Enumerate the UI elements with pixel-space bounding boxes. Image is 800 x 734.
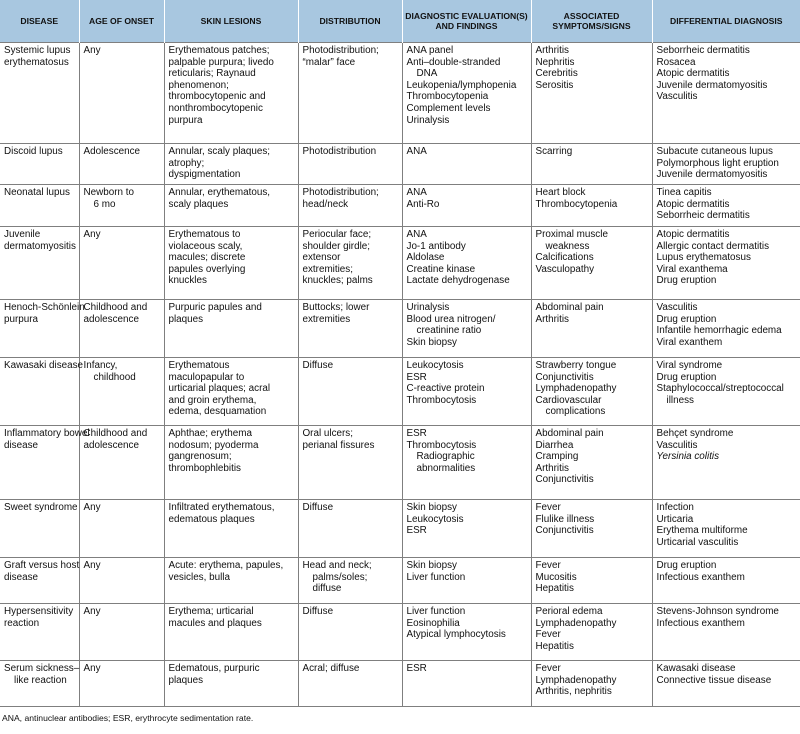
cell-skin-lesions: [164, 144, 298, 185]
cell-line: Drug eruption: [656, 560, 717, 571]
cell-age-of-onset: [79, 661, 164, 707]
cell-line: Conjunctivitis: [535, 474, 594, 486]
cell-associated-symptoms: [531, 604, 652, 661]
cell-line: Erythema multiforme: [656, 525, 748, 537]
cell-associated-symptoms: [531, 43, 652, 144]
cell-line: Erythematous to: [168, 229, 241, 240]
cell-line: Acral; diffuse: [302, 663, 360, 674]
cell-line: extensor: [302, 252, 341, 264]
cell-line: Seborrheic dermatitis: [656, 210, 750, 222]
cell-line: extremities;: [302, 263, 353, 275]
cell-skin-lesions: [164, 661, 298, 707]
cell-line: Yersinia colitis: [656, 451, 720, 463]
cell-line: Leukocytosis: [406, 360, 464, 371]
cell-differential-diagnosis: [652, 661, 800, 707]
cell-distribution: [298, 558, 402, 604]
cell-age-of-onset: [79, 500, 164, 558]
cell-diagnostic-evaluation: [402, 43, 531, 144]
cell-line: Jo-1 antibody: [406, 240, 466, 252]
cell-line: Kawasaki disease: [4, 360, 84, 371]
cell-associated-symptoms: [531, 185, 652, 227]
cell-disease: [0, 300, 85, 358]
header-distribution: DISTRIBUTION: [298, 0, 402, 43]
cell-line: DNA: [416, 68, 438, 80]
cell-diagnostic-evaluation: [402, 426, 531, 500]
cell-line: Graft versus host: [4, 560, 80, 571]
cell-line: Stevens-Johnson syndrome: [656, 606, 779, 617]
cell-line: Drug eruption: [656, 275, 717, 287]
cell-line: Seborrheic dermatitis: [656, 45, 750, 56]
cell-differential-diagnosis: [652, 144, 800, 185]
cell-line: Liver function: [406, 606, 466, 617]
cell-line: Cramping: [535, 451, 579, 463]
header-diagnostic-evaluation: DIAGNOSTIC EVALUATION(S) AND FINDINGS: [402, 0, 531, 43]
cell-line: Infiltrated erythematous,: [168, 502, 275, 513]
cell-line: Radiographic: [416, 451, 475, 463]
cell-line: Juvenile: [4, 229, 41, 240]
cell-line: Lymphadenopathy: [535, 617, 617, 629]
table-row: [0, 358, 800, 426]
cell-line: ANA panel: [406, 45, 454, 56]
cell-line: thrombophlebitis: [168, 462, 241, 474]
cell-line: Viral exanthem: [656, 336, 723, 348]
cell-line: Rosacea: [656, 56, 696, 68]
cell-line: extremities: [302, 313, 351, 325]
cell-distribution: [298, 661, 402, 707]
cell-line: Any: [83, 663, 101, 674]
cell-diagnostic-evaluation: [402, 300, 531, 358]
cell-line: Vasculitis: [656, 91, 698, 103]
cell-line: Blood urea nitrogen/: [406, 313, 496, 325]
cell-skin-lesions: [164, 500, 298, 558]
cell-differential-diagnosis: [652, 300, 800, 358]
cell-disease: [0, 426, 90, 500]
cell-line: Leukocytosis: [406, 513, 464, 525]
cell-line: Arthritis: [535, 313, 569, 325]
cell-line: reticularis; Raynaud: [168, 68, 256, 80]
cell-line: Photodistribution;: [302, 45, 379, 56]
table-footnote: ANA, antinuclear antibodies; ESR, erythrocyte sedimentation rate.: [2, 713, 254, 723]
cell-line: disease: [4, 439, 39, 451]
cell-line: erythematosus: [4, 56, 69, 68]
cell-age-of-onset: [79, 300, 164, 358]
cell-line: Aphthae; erythema: [168, 428, 252, 439]
cell-skin-lesions: [164, 426, 298, 500]
cell-line: Aldolase: [406, 252, 445, 264]
header-age-of-onset: AGE OF ONSET: [79, 0, 164, 43]
cell-line: thrombocytopenic and: [168, 91, 266, 103]
cell-line: perianal fissures: [302, 439, 375, 451]
cell-line: complications: [545, 406, 606, 418]
cell-associated-symptoms: [531, 227, 652, 300]
cell-line: Childhood and: [83, 428, 148, 439]
cell-distribution: [298, 144, 402, 185]
cell-line: Diffuse: [302, 502, 334, 513]
cell-line: Drug eruption: [656, 371, 717, 383]
cell-skin-lesions: [164, 358, 298, 426]
cell-line: Thrombocytopenia: [535, 198, 618, 210]
cell-line: Skin biopsy: [406, 560, 457, 571]
cell-line: vesicles, bulla: [168, 571, 230, 583]
cell-line: abnormalities: [416, 462, 476, 474]
cell-skin-lesions: [164, 227, 298, 300]
cell-line: and groin erythema,: [168, 394, 257, 406]
cell-age-of-onset: [79, 358, 164, 426]
cell-line: Oral ulcers;: [302, 428, 353, 439]
cell-differential-diagnosis: [652, 604, 800, 661]
cell-age-of-onset: [79, 227, 164, 300]
cell-line: Henoch-Schönlein: [4, 302, 85, 313]
cell-line: atrophy;: [168, 157, 205, 169]
cell-disease: [0, 500, 79, 558]
cell-line: Erythematous: [168, 360, 230, 371]
cell-line: knuckles: [168, 275, 207, 287]
cell-line: Photodistribution: [302, 146, 377, 157]
cell-line: Newborn to: [83, 187, 134, 198]
cell-line: edema, desquamation: [168, 406, 267, 418]
cell-differential-diagnosis: [652, 558, 800, 604]
cell-age-of-onset: [79, 558, 164, 604]
cell-line: Annular, scaly plaques;: [168, 146, 271, 157]
cell-line: Lupus erythematosus: [656, 252, 751, 264]
cell-line: macules; discrete: [168, 252, 246, 264]
cell-line: Anti-Ro: [406, 198, 440, 210]
cell-line: ANA: [406, 229, 427, 240]
cell-line: C-reactive protein: [406, 383, 485, 395]
cell-line: ANA: [406, 187, 427, 198]
cell-line: Leukopenia/lymphopenia: [406, 79, 517, 91]
cell-line: palpable purpura; livedo: [168, 56, 274, 68]
cell-line: Allergic contact dermatitis: [656, 240, 770, 252]
cell-line: dyspigmentation: [168, 169, 241, 181]
cell-line: Nephritis: [535, 56, 575, 68]
header-skin-lesions: SKIN LESIONS: [164, 0, 298, 43]
cell-diagnostic-evaluation: [402, 604, 531, 661]
cell-line: purpura: [4, 313, 39, 325]
cell-line: Viral exanthema: [656, 263, 728, 275]
cell-line: Infancy,: [83, 360, 118, 371]
table-row: [0, 43, 800, 144]
cell-line: Hypersensitivity: [4, 606, 74, 617]
cell-line: Juvenile dermatomyositis: [656, 169, 768, 181]
cell-diagnostic-evaluation: [402, 500, 531, 558]
cell-line: purpura: [168, 114, 203, 126]
cell-line: Acute: erythema, papules,: [168, 560, 284, 571]
table-row: [0, 300, 800, 358]
cell-line: Thrombocytopenia: [406, 91, 489, 103]
cell-line: Diarrhea: [535, 439, 574, 451]
cell-line: Urticaria: [656, 513, 694, 525]
cell-line: Polymorphous light eruption: [656, 157, 779, 169]
cell-line: head/neck: [302, 198, 349, 210]
cell-line: Atopic dermatitis: [656, 198, 730, 210]
cell-line: Vasculitis: [656, 439, 698, 451]
cell-disease: [0, 558, 79, 604]
header-associated-symptoms: ASSOCIATED SYMPTOMS/SIGNS: [531, 0, 652, 43]
cell-line: Scarring: [535, 146, 573, 157]
cell-distribution: [298, 426, 402, 500]
cell-diagnostic-evaluation: [402, 661, 531, 707]
cell-associated-symptoms: [531, 358, 652, 426]
cell-line: scaly plaques: [168, 198, 229, 210]
cell-line: Buttocks; lower: [302, 302, 370, 313]
cell-skin-lesions: [164, 558, 298, 604]
cell-distribution: [298, 185, 402, 227]
cell-line: diffuse: [312, 583, 342, 595]
table-row: [0, 604, 800, 661]
cell-line: like reaction: [14, 674, 67, 686]
cell-line: Lymphadenopathy: [535, 674, 617, 686]
cell-line: Staphylococcal/streptococcal: [656, 383, 784, 395]
cell-line: Complement levels: [406, 102, 491, 114]
cell-line: Urinalysis: [406, 114, 450, 126]
cell-line: Conjunctivitis: [535, 525, 594, 537]
cell-line: adolescence: [83, 313, 139, 325]
cell-line: Fever: [535, 560, 561, 571]
cell-skin-lesions: [164, 43, 298, 144]
cell-line: Any: [83, 502, 101, 513]
cell-line: shoulder girdle;: [302, 240, 371, 252]
cell-line: Behçet syndrome: [656, 428, 734, 439]
cell-diagnostic-evaluation: [402, 144, 531, 185]
cell-associated-symptoms: [531, 661, 652, 707]
header-disease: DISEASE: [0, 0, 79, 43]
cell-line: “malar” face: [302, 56, 356, 68]
cell-line: Childhood and: [83, 302, 148, 313]
header-differential-diagnosis: DIFFERENTIAL DIAGNOSIS: [652, 0, 800, 43]
cell-differential-diagnosis: [652, 43, 800, 144]
cell-line: edematous plaques: [168, 513, 255, 525]
cell-age-of-onset: [79, 43, 164, 144]
cell-line: palms/soles;: [312, 571, 368, 583]
cell-disease: [0, 661, 79, 707]
cell-distribution: [298, 358, 402, 426]
cell-line: weakness: [545, 240, 590, 252]
cell-line: urticarial plaques; acral: [168, 383, 271, 395]
cell-line: plaques: [168, 674, 204, 686]
cell-line: Flulike illness: [535, 513, 595, 525]
cell-skin-lesions: [164, 604, 298, 661]
cell-line: Thrombocytosis: [406, 394, 477, 406]
cell-disease: [0, 227, 79, 300]
cell-line: Serum sickness–: [4, 663, 80, 674]
cell-line: Urinalysis: [406, 302, 450, 313]
cell-line: Subacute cutaneous lupus: [656, 146, 773, 157]
cell-line: Juvenile dermatomyositis: [656, 79, 768, 91]
cell-diagnostic-evaluation: [402, 185, 531, 227]
cell-differential-diagnosis: [652, 500, 800, 558]
cell-distribution: [298, 300, 402, 358]
cell-line: Neonatal lupus: [4, 187, 70, 198]
cell-line: ANA: [406, 146, 427, 157]
cell-line: Erythema; urticarial: [168, 606, 254, 617]
cell-line: Atopic dermatitis: [656, 68, 730, 80]
cell-distribution: [298, 227, 402, 300]
cell-line: Eosinophilia: [406, 617, 460, 629]
cell-line: Liver function: [406, 571, 466, 583]
cell-line: Infantile hemorrhagic edema: [656, 325, 782, 337]
cell-line: Heart block: [535, 187, 586, 198]
cell-line: nonthrombocytopenic: [168, 102, 263, 114]
cell-age-of-onset: [79, 144, 164, 185]
cell-line: gangrenosum;: [168, 451, 232, 463]
table-row: [0, 426, 800, 500]
cell-skin-lesions: [164, 300, 298, 358]
cell-line: Infection: [656, 502, 694, 513]
cell-differential-diagnosis: [652, 426, 800, 500]
cell-line: Photodistribution;: [302, 187, 379, 198]
cell-line: Abdominal pain: [535, 428, 604, 439]
cell-line: Anti–double-stranded: [406, 56, 501, 68]
cell-line: Skin biopsy: [406, 336, 457, 348]
table-body: [0, 43, 800, 707]
cell-differential-diagnosis: [652, 358, 800, 426]
cell-line: Conjunctivitis: [535, 371, 594, 383]
table-row: [0, 185, 800, 227]
cell-line: Arthritis: [535, 462, 569, 474]
cell-line: Cardiovascular: [535, 394, 602, 406]
cell-line: Hepatitis: [535, 640, 574, 652]
cell-associated-symptoms: [531, 144, 652, 185]
cell-line: Kawasaki disease: [656, 663, 736, 674]
cell-line: illness: [666, 394, 694, 406]
cell-line: Fever: [535, 629, 561, 641]
cell-line: disease: [4, 571, 39, 583]
cell-line: Annular, erythematous,: [168, 187, 271, 198]
cell-line: Adolescence: [83, 146, 141, 157]
cell-line: Any: [83, 560, 101, 571]
table-row: [0, 661, 800, 707]
cell-line: Discoid lupus: [4, 146, 63, 157]
cell-line: Mucositis: [535, 571, 577, 583]
cell-line: Diffuse: [302, 360, 334, 371]
cell-line: Proximal muscle: [535, 229, 608, 240]
cell-age-of-onset: [79, 185, 164, 227]
cell-line: Lactate dehydrogenase: [406, 275, 510, 287]
cell-line: dermatomyositis: [4, 240, 76, 252]
cell-line: Skin biopsy: [406, 502, 457, 513]
cell-diagnostic-evaluation: [402, 227, 531, 300]
header-row: [0, 0, 800, 43]
cell-distribution: [298, 500, 402, 558]
cell-line: Abdominal pain: [535, 302, 604, 313]
cell-line: creatinine ratio: [416, 325, 482, 337]
cell-associated-symptoms: [531, 500, 652, 558]
cell-line: Tinea capitis: [656, 187, 712, 198]
cell-line: maculopapular to: [168, 371, 245, 383]
table-row: [0, 227, 800, 300]
cell-line: Viral syndrome: [656, 360, 723, 371]
cell-line: Fever: [535, 502, 561, 513]
cell-line: Infectious exanthem: [656, 617, 745, 629]
cell-skin-lesions: [164, 185, 298, 227]
cell-line: Purpuric papules and: [168, 302, 262, 313]
cell-line: Vasculitis: [656, 302, 698, 313]
cell-associated-symptoms: [531, 426, 652, 500]
cell-line: macules and plaques: [168, 617, 262, 629]
cell-age-of-onset: [79, 604, 164, 661]
cell-line: Edematous, purpuric: [168, 663, 260, 674]
cell-diagnostic-evaluation: [402, 358, 531, 426]
cell-line: Vasculopathy: [535, 263, 595, 275]
cell-age-of-onset: [79, 426, 164, 500]
table-row: [0, 144, 800, 185]
cell-line: Any: [83, 606, 101, 617]
cell-line: Fever: [535, 663, 561, 674]
cell-line: Creatine kinase: [406, 263, 476, 275]
cell-differential-diagnosis: [652, 185, 800, 227]
cell-line: Hepatitis: [535, 583, 574, 595]
cell-line: Any: [83, 45, 101, 56]
cell-line: Strawberry tongue: [535, 360, 617, 371]
cell-line: phenomenon;: [168, 79, 229, 91]
cell-line: Lymphadenopathy: [535, 383, 617, 395]
cell-line: Head and neck;: [302, 560, 372, 571]
cell-line: Urticarial vasculitis: [656, 536, 739, 548]
cell-differential-diagnosis: [652, 227, 800, 300]
cell-line: Perioral edema: [535, 606, 603, 617]
cell-line: Diffuse: [302, 606, 334, 617]
cell-associated-symptoms: [531, 300, 652, 358]
cell-line: papules overlying: [168, 263, 246, 275]
cell-line: 6 mo: [93, 198, 116, 210]
cell-line: ESR: [406, 525, 427, 537]
cell-line: Serositis: [535, 79, 574, 91]
table-row: [0, 500, 800, 558]
cell-line: Any: [83, 229, 101, 240]
cell-line: knuckles; palms: [302, 275, 373, 287]
cell-line: ESR: [406, 371, 427, 383]
cell-line: reaction: [4, 617, 40, 629]
cell-diagnostic-evaluation: [402, 558, 531, 604]
table-row: [0, 558, 800, 604]
cell-line: Atopic dermatitis: [656, 229, 730, 240]
cell-line: Thrombocytosis: [406, 439, 477, 451]
cell-line: Drug eruption: [656, 313, 717, 325]
cell-line: Atypical lymphocytosis: [406, 629, 506, 641]
cell-line: Inflammatory bowel: [4, 428, 90, 439]
cell-line: Sweet syndrome: [4, 502, 78, 513]
cell-line: ESR: [406, 663, 427, 674]
cell-line: Connective tissue disease: [656, 674, 772, 686]
cell-distribution: [298, 43, 402, 144]
cell-disease: [0, 358, 84, 426]
cell-disease: [0, 185, 79, 227]
cell-line: Arthritis, nephritis: [535, 686, 612, 698]
cell-line: adolescence: [83, 439, 139, 451]
cell-line: Erythematous patches;: [168, 45, 270, 56]
cell-line: Arthritis: [535, 45, 569, 56]
cell-line: Cerebritis: [535, 68, 578, 80]
cell-disease: [0, 144, 79, 185]
cell-line: ESR: [406, 428, 427, 439]
cell-line: Calcifications: [535, 252, 594, 264]
cell-disease: [0, 604, 79, 661]
cell-line: violaceous scaly,: [168, 240, 243, 252]
cell-line: Systemic lupus: [4, 45, 71, 56]
cell-line: Infectious exanthem: [656, 571, 745, 583]
cell-disease: [0, 43, 79, 144]
cell-line: childhood: [93, 371, 136, 383]
cell-distribution: [298, 604, 402, 661]
cell-associated-symptoms: [531, 558, 652, 604]
cell-line: nodosum; pyoderma: [168, 439, 259, 451]
cell-line: Periocular face;: [302, 229, 372, 240]
cell-line: plaques: [168, 313, 204, 325]
